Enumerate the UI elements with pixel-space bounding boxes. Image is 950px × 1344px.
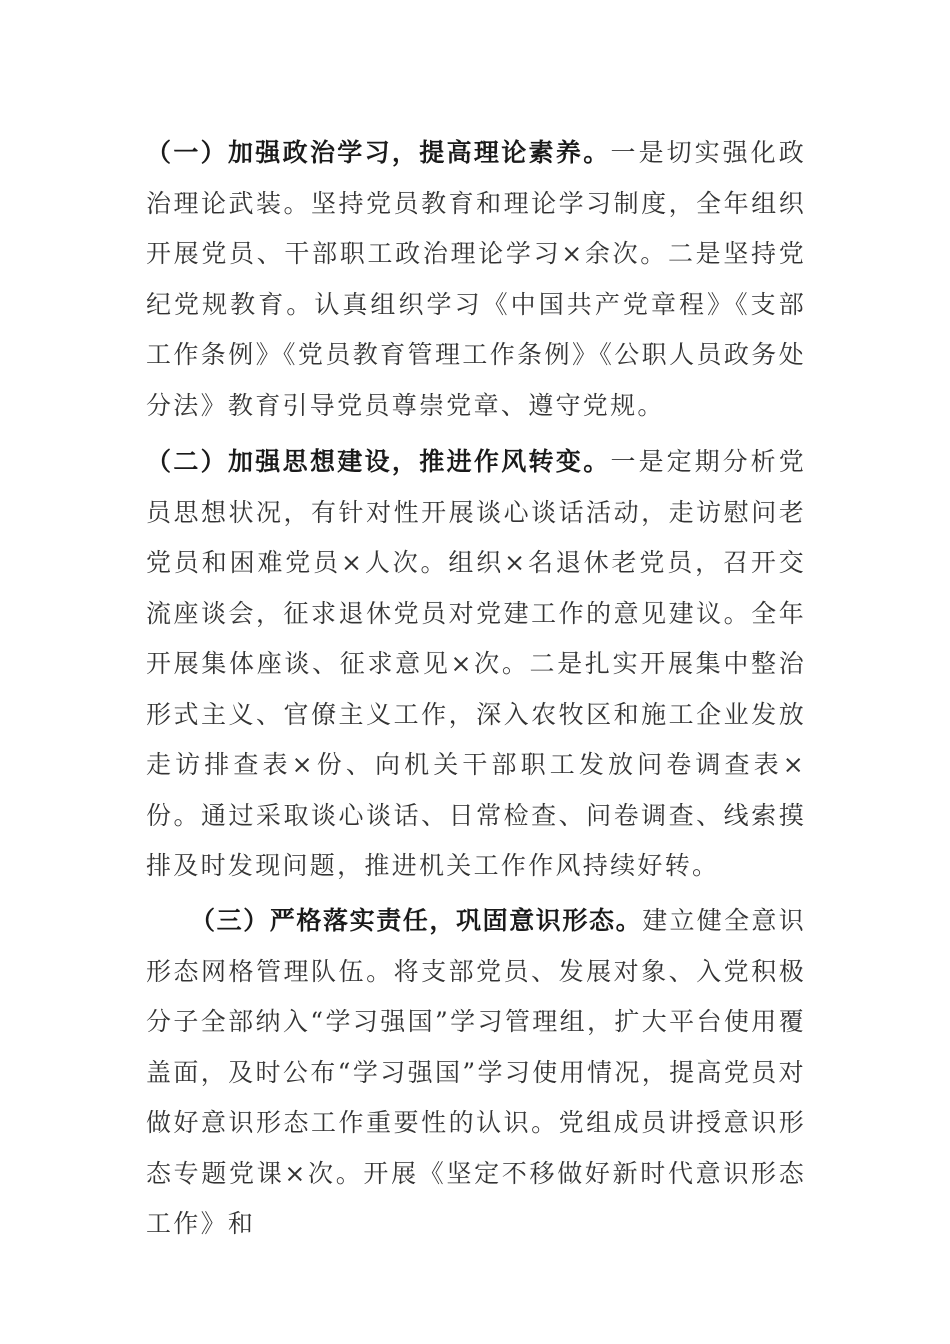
section-body-3: 建立健全意识形态网格管理队伍。将支部党员、发展对象、入党积极分子全部纳入“学习强国”学习管理组，扩大平台使用覆盖面，及时公布“学习强国”学习使用情况，提高党员对做好意识形态工作重要性的认识。党组成员讲授意识形态专题党课×次。开展《坚定不移做好新时代意识形态工作》和 — [146, 906, 807, 1238]
section-body-2: 一是定期分析党员思想状况，有针对性开展谈心谈话活动，走访慰问老党员和困难党员×人次。组织×名退休老党员，召开交流座谈会，征求退休党员对党建工作的意见建议。全年开展集体座谈、征求意见×次。二是扎实开展集中整治形式主义、官僚主义工作，深入农牧区和施工企业发放走访排查表×份、向机关干部职工发放问卷调查表×份。通过采取谈心谈话、日常检查、问卷调查、线索摸排及时发现问题，推进机关工作作风持续好转。 — [146, 447, 807, 880]
section-paragraph-3 — [146, 896, 806, 1250]
section-heading-3: （三）严格落实责任，巩固意识形态。 — [190, 906, 643, 935]
section-paragraph-2 — [146, 437, 806, 892]
section-paragraph-1 — [146, 128, 806, 431]
section-heading-2: （二）加强思想建设，推进作风转变。 — [146, 447, 611, 476]
section-body-1: 一是切实强化政治理论武装。坚持党员教育和理论学习制度，全年组织开展党员、干部职工政治理论学习×余次。二是坚持党纪党规教育。认真组织学习《中国共产党章程》《支部工作条例》《党员教育管理工作条例》《公职人员政务处分法》教育引导党员尊崇党章、遵守党规。 — [146, 138, 807, 420]
section-heading-1: （一）加强政治学习，提高理论素养。 — [146, 138, 611, 167]
